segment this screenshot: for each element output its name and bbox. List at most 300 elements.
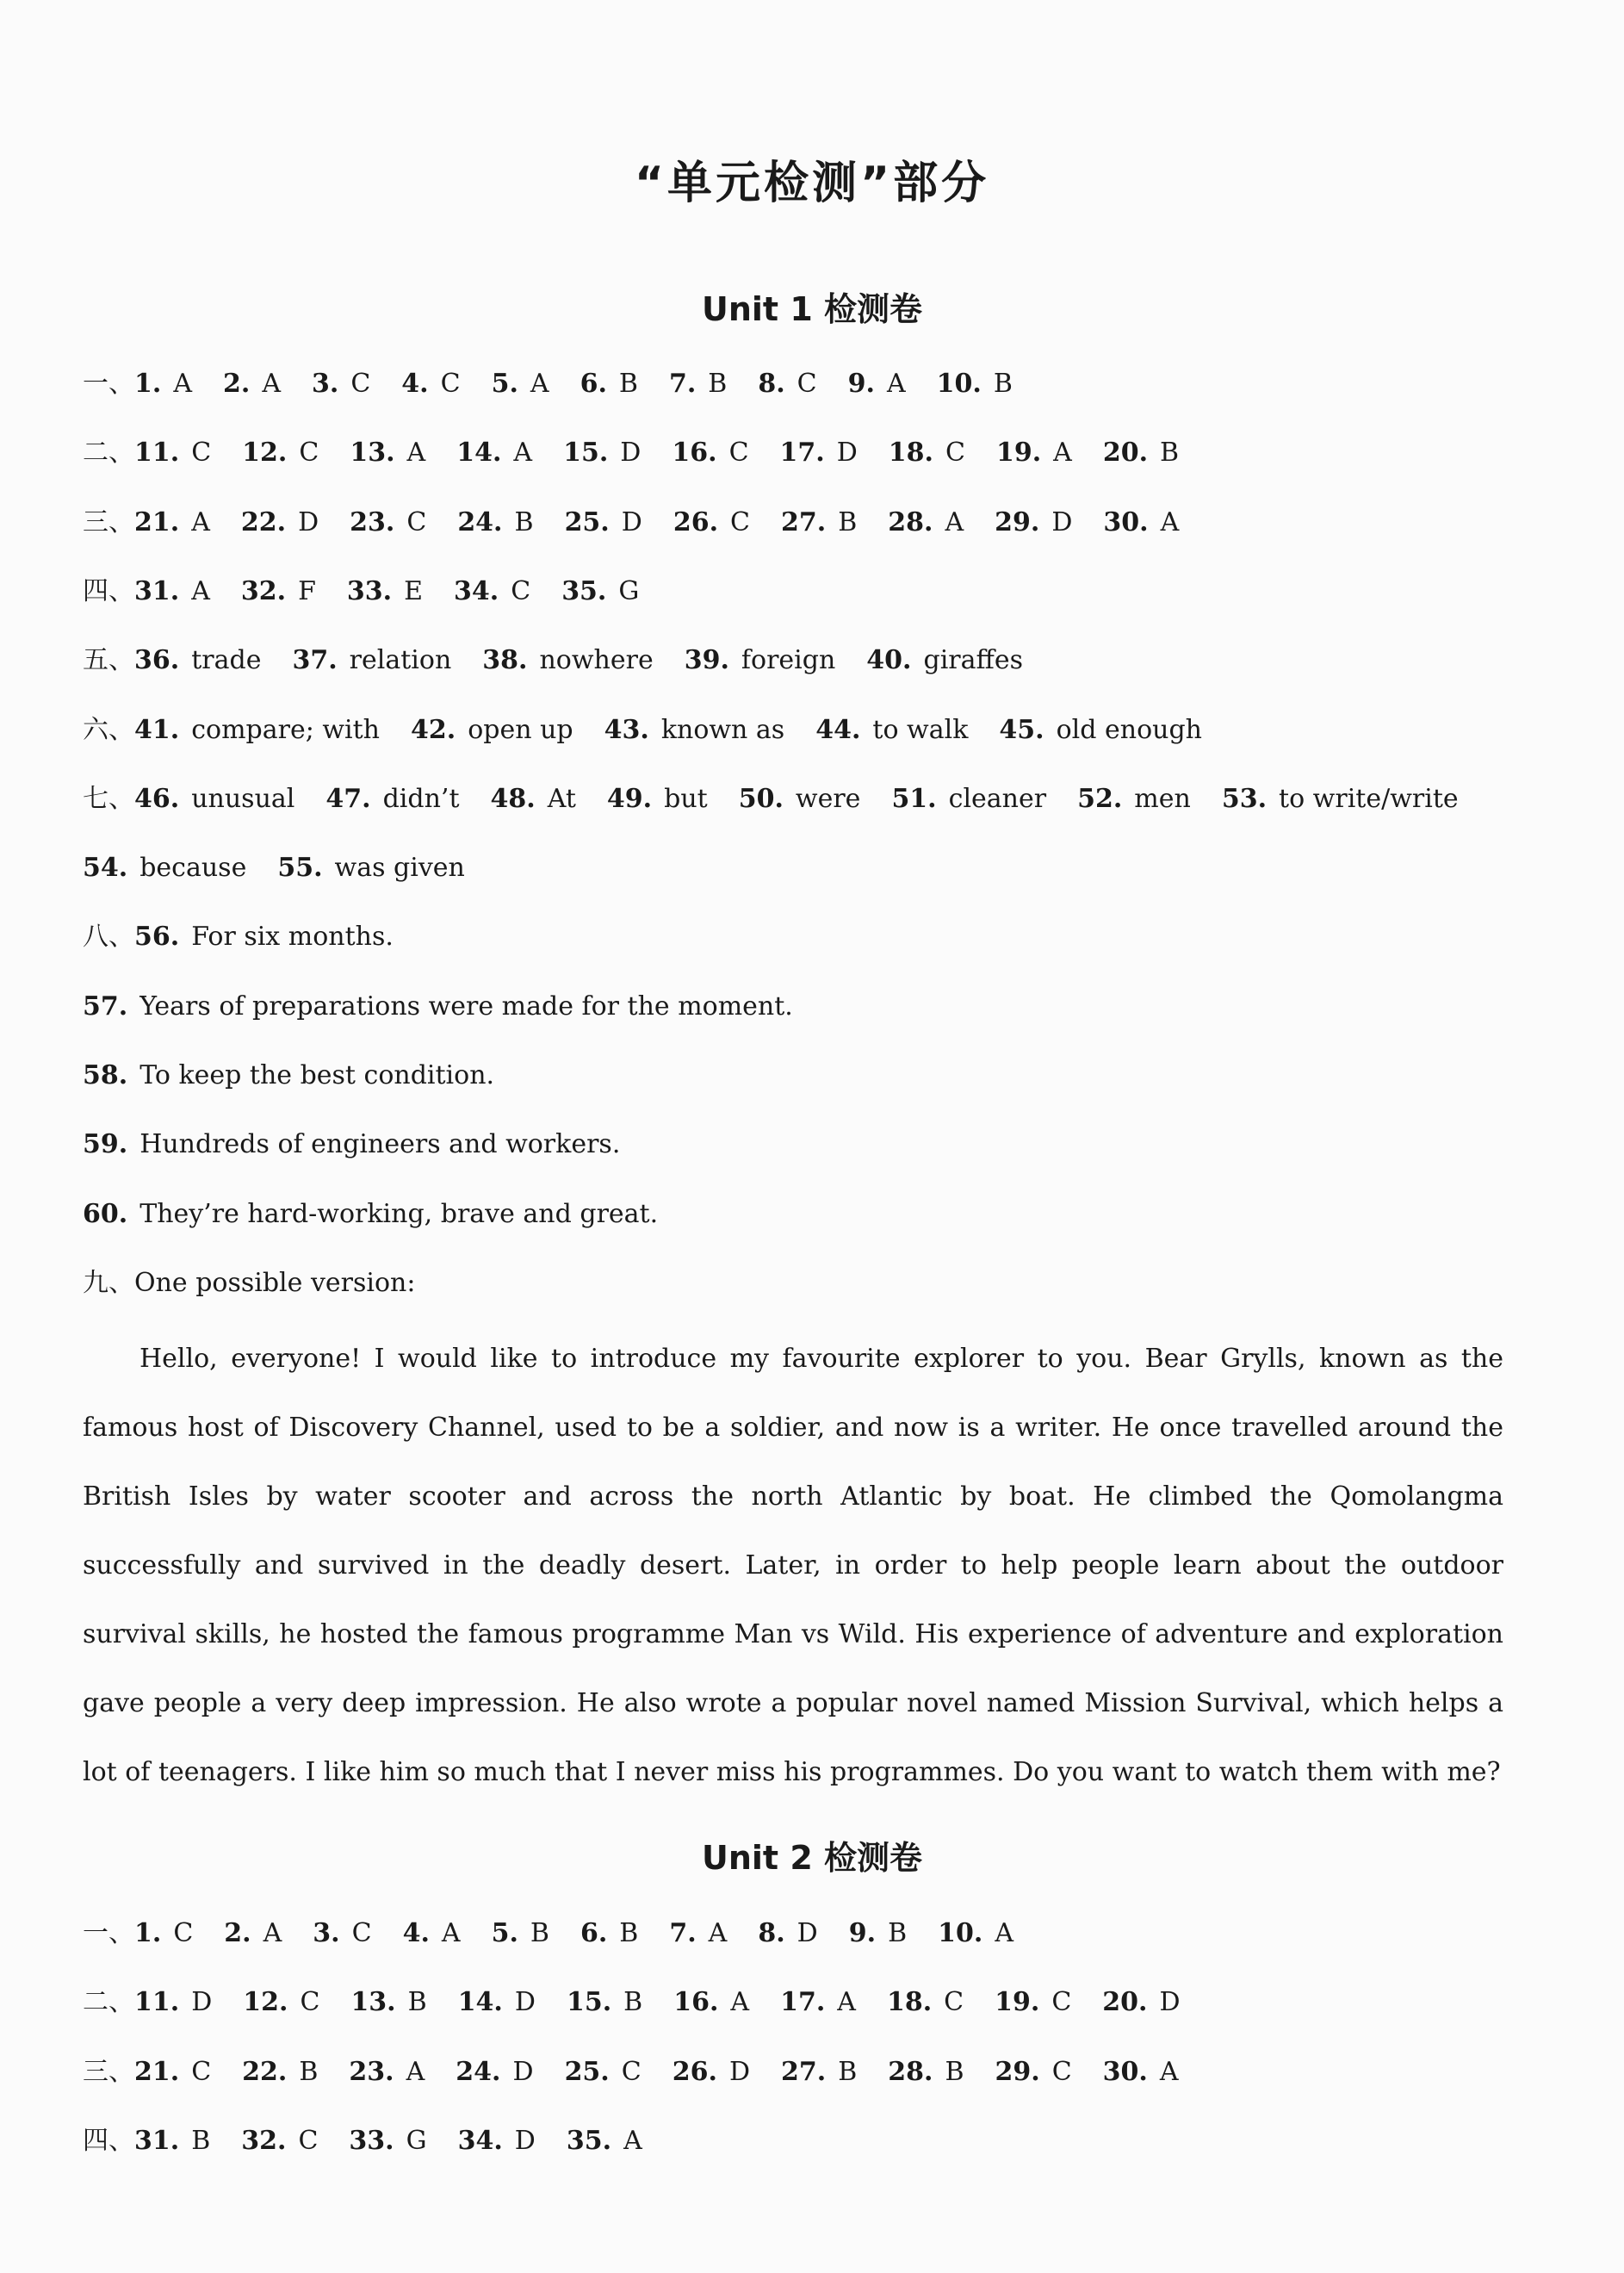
question-number: 55. (277, 853, 323, 884)
question-number: 59. (83, 1129, 128, 1160)
answer-item (454, 574, 530, 609)
question-number: 10. (936, 369, 982, 399)
question-number: 10. (938, 1918, 983, 1948)
answer-item (458, 2124, 536, 2158)
answer-item (995, 1985, 1071, 2020)
answer-row (83, 1197, 689, 1232)
answer-item (134, 1985, 212, 2020)
question-number: 25. (564, 2056, 610, 2087)
answer-text: trade (191, 645, 262, 676)
answer-text: were (795, 783, 861, 814)
answer-item (1222, 782, 1459, 817)
answer-item (673, 2055, 750, 2090)
essay-text: Hello, everyone! I would like to introduce my favourite explorer to you. Bear Grylls, known as the famous host of Discovery Channel, used to be a soldier, and now is a writer. He once travelled around the British Isles by water scooter and across the north Atlantic by boat. He climbed the Qomolangma successfully and survived in the deadly desert. Later, in order to help people learn about the outdoor survival skills, he hosted the famous programme Man vs Wild. His experience of adventure and exploration gave people a very deep impression. He also wrote a popular novel named Mission Survival, which helps a lot of teenagers. I like him so much that I never miss his programmes. Do you want to watch them with me? (83, 1344, 1503, 1787)
question-number: 9. (847, 369, 875, 399)
essay-label: 九、One possible version: (83, 1268, 416, 1298)
answer-row (83, 643, 1054, 678)
question-number: 52. (1077, 783, 1123, 814)
answer-text: A (173, 369, 192, 399)
answer-text: C (440, 369, 461, 399)
answer-item (83, 1197, 658, 1232)
answer-item (134, 436, 211, 470)
section-label: 一、 (83, 1918, 134, 1948)
answer-text: A (995, 1918, 1013, 1948)
answer-row (83, 990, 824, 1024)
answer-text: A (886, 369, 906, 399)
answer-item (565, 2055, 642, 2090)
answer-text: E (404, 575, 424, 606)
section-label: 一、 (83, 369, 134, 399)
answer-text: D (797, 1918, 818, 1948)
answer-text: B (407, 1987, 427, 2018)
answer-text: D (728, 2056, 750, 2087)
section-label: 四、 (83, 575, 134, 606)
question-number: 29. (995, 506, 1040, 537)
question-number: 9. (848, 1918, 877, 1948)
page-title: “单元检测”部分 (634, 158, 990, 209)
answer-text: C (406, 506, 427, 537)
question-number: 1. (134, 369, 162, 399)
answer-text: B (514, 506, 534, 537)
question-number: 60. (83, 1198, 128, 1229)
answer-text: C (797, 369, 817, 399)
answer-text: C (1051, 1987, 1072, 2018)
answer-text: G (618, 575, 640, 606)
answer-text: D (1159, 1987, 1181, 2018)
answer-item (739, 782, 861, 817)
question-number: 30. (1103, 506, 1149, 537)
answer-text: B (838, 506, 858, 537)
answer-item (312, 367, 370, 401)
answer-item (815, 713, 968, 748)
answer-item (937, 367, 1013, 401)
question-number: 2. (223, 369, 251, 399)
question-number: 6. (580, 369, 607, 399)
answer-text: A (406, 2056, 425, 2087)
answer-row (83, 1916, 1044, 1951)
answer-item (1077, 782, 1191, 817)
answer-item (780, 436, 858, 470)
answer-text: A (191, 575, 210, 606)
answer-item (887, 1985, 964, 2020)
answer-text: C (350, 369, 371, 399)
answer-text: D (836, 438, 858, 469)
question-number: 17. (780, 1987, 826, 2018)
answer-item (758, 1916, 817, 1951)
answer-text: To keep the best condition. (139, 1060, 495, 1090)
answer-item (223, 367, 281, 401)
answer-item (849, 1916, 907, 1951)
question-number: 11. (134, 438, 180, 469)
answer-item (224, 1916, 282, 1951)
answer-row (83, 506, 1210, 540)
answer-row (83, 1059, 525, 1093)
answer-text: C (191, 2056, 212, 2087)
question-number: 7. (669, 1918, 697, 1948)
answer-item (350, 506, 426, 540)
question-number: 19. (995, 438, 1042, 469)
question-number: 29. (995, 2056, 1040, 2087)
answer-item (83, 1059, 494, 1093)
answer-item (134, 574, 210, 609)
answer-text: C (944, 1987, 964, 2018)
answer-item (1103, 506, 1179, 540)
question-number: 11. (134, 1987, 180, 2018)
question-number: 13. (350, 438, 395, 469)
question-number: 6. (580, 1918, 608, 1948)
answer-text: B (838, 2056, 858, 2087)
answer-item (673, 1985, 749, 2020)
answer-text: C (945, 438, 965, 469)
answer-item (607, 782, 708, 817)
answer-item (482, 643, 653, 678)
question-number: 21. (134, 506, 180, 537)
answer-item (134, 713, 380, 748)
question-number: 8. (758, 1918, 785, 1948)
answer-text: cleaner (948, 783, 1047, 814)
question-number: 22. (240, 506, 287, 537)
question-number: 24. (456, 2056, 501, 2087)
answer-item (563, 436, 641, 470)
question-number: 50. (738, 783, 784, 814)
answer-text: unusual (191, 783, 295, 814)
answer-text: D (191, 1987, 213, 2018)
answer-item (580, 367, 638, 401)
question-number: 8. (758, 369, 785, 399)
answer-item (1103, 2055, 1179, 2090)
question-number: 17. (779, 438, 825, 469)
answer-text: A (191, 506, 210, 537)
answer-row (83, 1985, 1212, 2020)
answer-item (325, 782, 459, 817)
question-number: 20. (1102, 438, 1149, 469)
question-number: 12. (242, 438, 288, 469)
question-number: 44. (815, 714, 861, 745)
answer-text: C (173, 1918, 194, 1948)
question-number: 28. (888, 506, 933, 537)
section-label: 三、 (83, 2056, 134, 2087)
question-number: 14. (457, 1987, 503, 2018)
answer-item (134, 643, 261, 678)
answer-text: B (299, 2056, 319, 2087)
question-number: 58. (83, 1060, 128, 1090)
section-label: 二、 (83, 1987, 134, 2018)
question-number: 23. (349, 2056, 394, 2087)
answer-item (491, 782, 576, 817)
answer-item (349, 2055, 425, 2090)
section-label: 五、 (83, 645, 134, 676)
answer-item (1102, 1985, 1180, 2020)
answer-text: D (620, 438, 642, 469)
answer-text: B (945, 2056, 964, 2087)
answer-item (277, 851, 465, 885)
answer-item (781, 2055, 857, 2090)
question-number: 26. (673, 506, 719, 537)
answer-item (134, 506, 210, 540)
question-number: 18. (886, 1987, 933, 2018)
answer-text: A (730, 1987, 750, 2018)
answer-text: G (406, 2125, 427, 2156)
answer-row (83, 2055, 1210, 2090)
answer-text: C (621, 2056, 642, 2087)
answer-item (242, 2055, 318, 2090)
answer-text: A (513, 438, 533, 469)
answer-text: A (262, 369, 281, 399)
question-number: 7. (668, 369, 697, 399)
answer-item (241, 574, 316, 609)
answer-row (83, 851, 496, 885)
answer-row (83, 713, 1233, 748)
answer-item (349, 2124, 426, 2158)
answer-item (999, 713, 1202, 748)
answer-item (996, 436, 1072, 470)
answer-text: relation (349, 645, 452, 676)
answer-item (938, 1916, 1013, 1951)
question-number: 37. (292, 645, 338, 676)
answer-item (83, 1127, 620, 1162)
answer-text: A (708, 1918, 728, 1948)
answer-text: because (139, 853, 247, 884)
answer-text: For six months. (191, 922, 394, 953)
answer-text: A (945, 506, 964, 537)
answer-item (83, 851, 246, 885)
answer-row (83, 436, 1210, 470)
question-number: 31. (134, 575, 180, 606)
answer-text: B (623, 1987, 643, 2018)
answer-item (669, 367, 727, 401)
answer-text: B (888, 1918, 908, 1948)
question-number: 33. (349, 2125, 394, 2156)
answer-text: to walk (872, 714, 969, 745)
answer-item (134, 1916, 193, 1951)
question-number: 34. (457, 2125, 503, 2156)
answer-item (565, 506, 642, 540)
answer-item (292, 643, 451, 678)
answer-item (401, 367, 460, 401)
answer-text: open up (468, 714, 573, 745)
question-number: 1. (134, 1918, 162, 1948)
answer-row (83, 782, 1490, 817)
question-number: 2. (224, 1918, 251, 1948)
answer-text: B (1160, 438, 1180, 469)
answer-item (604, 713, 785, 748)
question-number: 31. (134, 2125, 180, 2156)
answer-item (134, 2055, 211, 2090)
question-number: 20. (1102, 1987, 1148, 2018)
answer-text: A (1160, 506, 1180, 537)
section-label: 六、 (83, 714, 134, 745)
answer-text: compare; with (191, 714, 380, 745)
answer-item (995, 506, 1072, 540)
answer-item (848, 367, 906, 401)
answer-item (669, 1916, 727, 1951)
answer-item (995, 2055, 1072, 2090)
question-number: 21. (134, 2056, 180, 2087)
answer-row (83, 920, 425, 954)
answer-text: C (299, 438, 319, 469)
answer-item (350, 436, 425, 470)
answer-item (889, 436, 965, 470)
answer-item (561, 574, 639, 609)
answer-item (685, 643, 836, 678)
answer-text: B (618, 369, 638, 399)
unit2-title: Unit 2 检测卷 (702, 1839, 922, 1877)
question-number: 35. (566, 2125, 612, 2156)
answer-text: A (1053, 438, 1072, 469)
question-number: 54. (83, 853, 128, 884)
question-number: 40. (866, 645, 912, 676)
answer-text: D (298, 506, 319, 537)
question-number: 16. (673, 1987, 719, 2018)
unit1-title: Unit 1 检测卷 (702, 290, 922, 328)
answer-text: F (298, 575, 316, 606)
answer-item (781, 506, 857, 540)
answer-item (758, 367, 816, 401)
answer-item (866, 643, 1023, 678)
question-number: 46. (134, 783, 180, 814)
question-number: 53. (1221, 783, 1268, 814)
answer-item (134, 782, 294, 817)
answer-text: to write/write (1279, 783, 1459, 814)
answer-text: was given (334, 853, 465, 884)
question-number: 36. (134, 645, 180, 676)
answer-text: A (263, 1918, 282, 1948)
question-number: 48. (490, 783, 536, 814)
answer-text: B (191, 2125, 211, 2156)
answer-text: B (530, 1918, 549, 1948)
answer-text: D (621, 506, 642, 537)
answer-text: D (512, 2056, 534, 2087)
section-label: 七、 (83, 783, 134, 814)
question-number: 47. (325, 783, 371, 814)
answer-item (134, 920, 394, 954)
answer-text: B (708, 369, 728, 399)
answer-text: D (514, 2125, 536, 2156)
answer-text: A (406, 438, 426, 469)
answer-text: D (514, 1987, 536, 2018)
answer-row (83, 574, 670, 609)
answer-row (83, 367, 1044, 401)
question-number: 22. (242, 2056, 288, 2087)
answer-text: men (1134, 783, 1191, 814)
answer-item (780, 1985, 856, 2020)
answer-item (458, 1985, 536, 2020)
answer-item (403, 1916, 461, 1951)
question-number: 5. (491, 1918, 518, 1948)
answer-item (888, 506, 964, 540)
answer-text: A (1159, 2056, 1179, 2087)
answer-item (456, 436, 532, 470)
section-label: 四、 (83, 2125, 134, 2156)
question-number: 5. (491, 369, 518, 399)
question-number: 51. (891, 783, 937, 814)
question-number: 28. (888, 2056, 933, 2087)
answer-text: C (298, 2125, 319, 2156)
question-number: 3. (313, 1918, 340, 1948)
answer-item (456, 2055, 533, 2090)
question-number: 24. (457, 506, 503, 537)
answer-item (580, 1916, 638, 1951)
answer-text: C (730, 506, 750, 537)
question-number: 33. (346, 575, 393, 606)
answer-item (1103, 436, 1179, 470)
answer-item (457, 506, 533, 540)
answer-item (673, 506, 750, 540)
answer-item (492, 367, 549, 401)
section-label: 三、 (83, 506, 134, 537)
question-number: 23. (350, 506, 395, 537)
answer-item (83, 990, 793, 1024)
section-label: 八、 (83, 922, 134, 953)
answer-item (567, 2124, 642, 2158)
answer-text: C (351, 1918, 372, 1948)
answer-row (83, 1127, 651, 1162)
question-number: 13. (350, 1987, 396, 2018)
answer-text: didn’t (382, 783, 460, 814)
question-number: 25. (564, 506, 610, 537)
question-number: 56. (134, 922, 180, 953)
answer-text: known as (660, 714, 785, 745)
question-number: 27. (781, 2056, 827, 2087)
question-number: 38. (482, 645, 528, 676)
answer-item (891, 782, 1046, 817)
question-number: 15. (563, 438, 609, 469)
answer-item (492, 1916, 549, 1951)
answer-text: nowhere (539, 645, 654, 676)
question-number: 41. (134, 714, 180, 745)
question-number: 19. (995, 1987, 1040, 2018)
answer-item (567, 1985, 642, 2020)
question-number: 16. (672, 438, 717, 469)
answer-text: A (623, 2125, 642, 2156)
answer-item (134, 367, 192, 401)
answer-item (242, 436, 319, 470)
question-number: 34. (454, 575, 499, 606)
question-number: 12. (243, 1987, 288, 2018)
answer-text: Years of preparations were made for the moment. (139, 991, 793, 1022)
answer-text: C (511, 575, 531, 606)
answer-text: C (300, 1987, 320, 2018)
answer-item (411, 713, 573, 748)
question-number: 49. (606, 783, 653, 814)
question-number: 18. (888, 438, 933, 469)
question-number: 35. (561, 575, 607, 606)
question-number: 57. (83, 991, 128, 1022)
answer-text: but (664, 783, 708, 814)
answer-row (83, 2124, 673, 2158)
section-label: 二、 (83, 438, 134, 469)
question-number: 43. (604, 714, 649, 745)
answer-item (350, 1985, 426, 2020)
question-number: 32. (240, 575, 287, 606)
question-number: 15. (566, 1987, 612, 2018)
answer-text: A (837, 1987, 856, 2018)
answer-text: Hundreds of engineers and workers. (139, 1129, 621, 1160)
question-number: 4. (402, 1918, 430, 1948)
answer-item (241, 506, 319, 540)
question-number: 42. (411, 714, 456, 745)
answer-text: D (1051, 506, 1073, 537)
question-number: 27. (781, 506, 827, 537)
answer-text: old enough (1056, 714, 1202, 745)
question-number: 30. (1102, 2056, 1148, 2087)
answer-text: giraffes (923, 645, 1023, 676)
question-number: 45. (999, 714, 1044, 745)
question-number: 4. (401, 369, 429, 399)
answer-item (313, 1916, 371, 1951)
answer-text: They’re hard-working, brave and great. (139, 1198, 659, 1229)
answer-text: A (441, 1918, 461, 1948)
